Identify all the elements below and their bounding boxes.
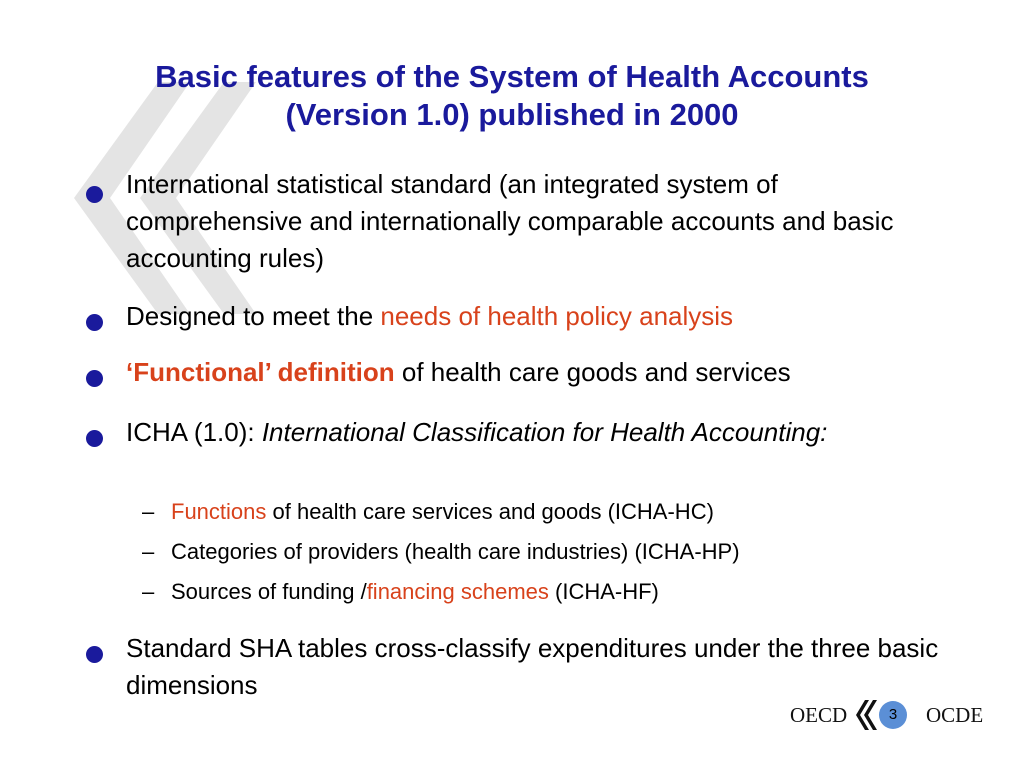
bullet-dot-icon <box>86 646 103 663</box>
slide-title <box>40 58 984 134</box>
bullet-text-highlight: ‘Functional’ definition <box>126 357 395 387</box>
slide-title-line1: Basic features of the System of Health Accounts <box>155 59 869 94</box>
bullet-dot-icon <box>86 430 103 447</box>
bullet-text <box>126 354 946 391</box>
sub-item-funding <box>142 577 942 607</box>
sub-item-dash: – <box>142 579 155 604</box>
sub-item-highlight: Functions <box>171 499 267 524</box>
bullet-text: Standard SHA tables cross-classify expenditures under the three basic dimensions <box>126 633 939 700</box>
bullet-text-plain: of health care goods and services <box>394 357 791 387</box>
sub-item-text-end: (ICHA-HF) <box>548 579 659 604</box>
bullet-dot-icon <box>86 186 103 203</box>
sub-item-text: Categories of providers (health care industries) (ICHA-HP) <box>171 539 740 564</box>
sub-item-highlight: financing schemes <box>366 579 549 604</box>
page-number-badge: 3 <box>879 701 907 729</box>
oecd-footer-logo <box>790 700 1000 730</box>
bullet-text: International statistical standard (an integrated system of comprehensive and internationally comparable accounts and basic accounting rules) <box>126 169 894 273</box>
slide-title-line2: (Version 1.0) published in 2000 <box>285 97 739 132</box>
logo-text-oecd: OECD <box>790 703 848 727</box>
bullet-text-highlight: needs of health policy analysis <box>380 301 734 331</box>
sub-item-text: of health care services and goods (ICHA-HC) <box>266 499 714 524</box>
bullet-dot-icon <box>86 370 103 387</box>
bullet-text <box>126 298 946 335</box>
bullet-text-italic: International Classification for Health Accounting: <box>261 417 828 447</box>
logo-text-ocde: OCDE <box>926 703 984 727</box>
sub-item-providers <box>142 537 942 567</box>
sub-item-text: Sources of funding / <box>171 579 367 604</box>
sub-item-dash: – <box>142 499 155 524</box>
bullet-text <box>126 414 946 451</box>
sub-item-dash: – <box>142 539 155 564</box>
bullet-text-plain: Designed to meet the <box>126 301 381 331</box>
bullet-text-plain: ICHA (1.0): <box>126 417 262 447</box>
bullet-dot-icon <box>86 314 103 331</box>
sub-item-functions <box>142 497 942 527</box>
